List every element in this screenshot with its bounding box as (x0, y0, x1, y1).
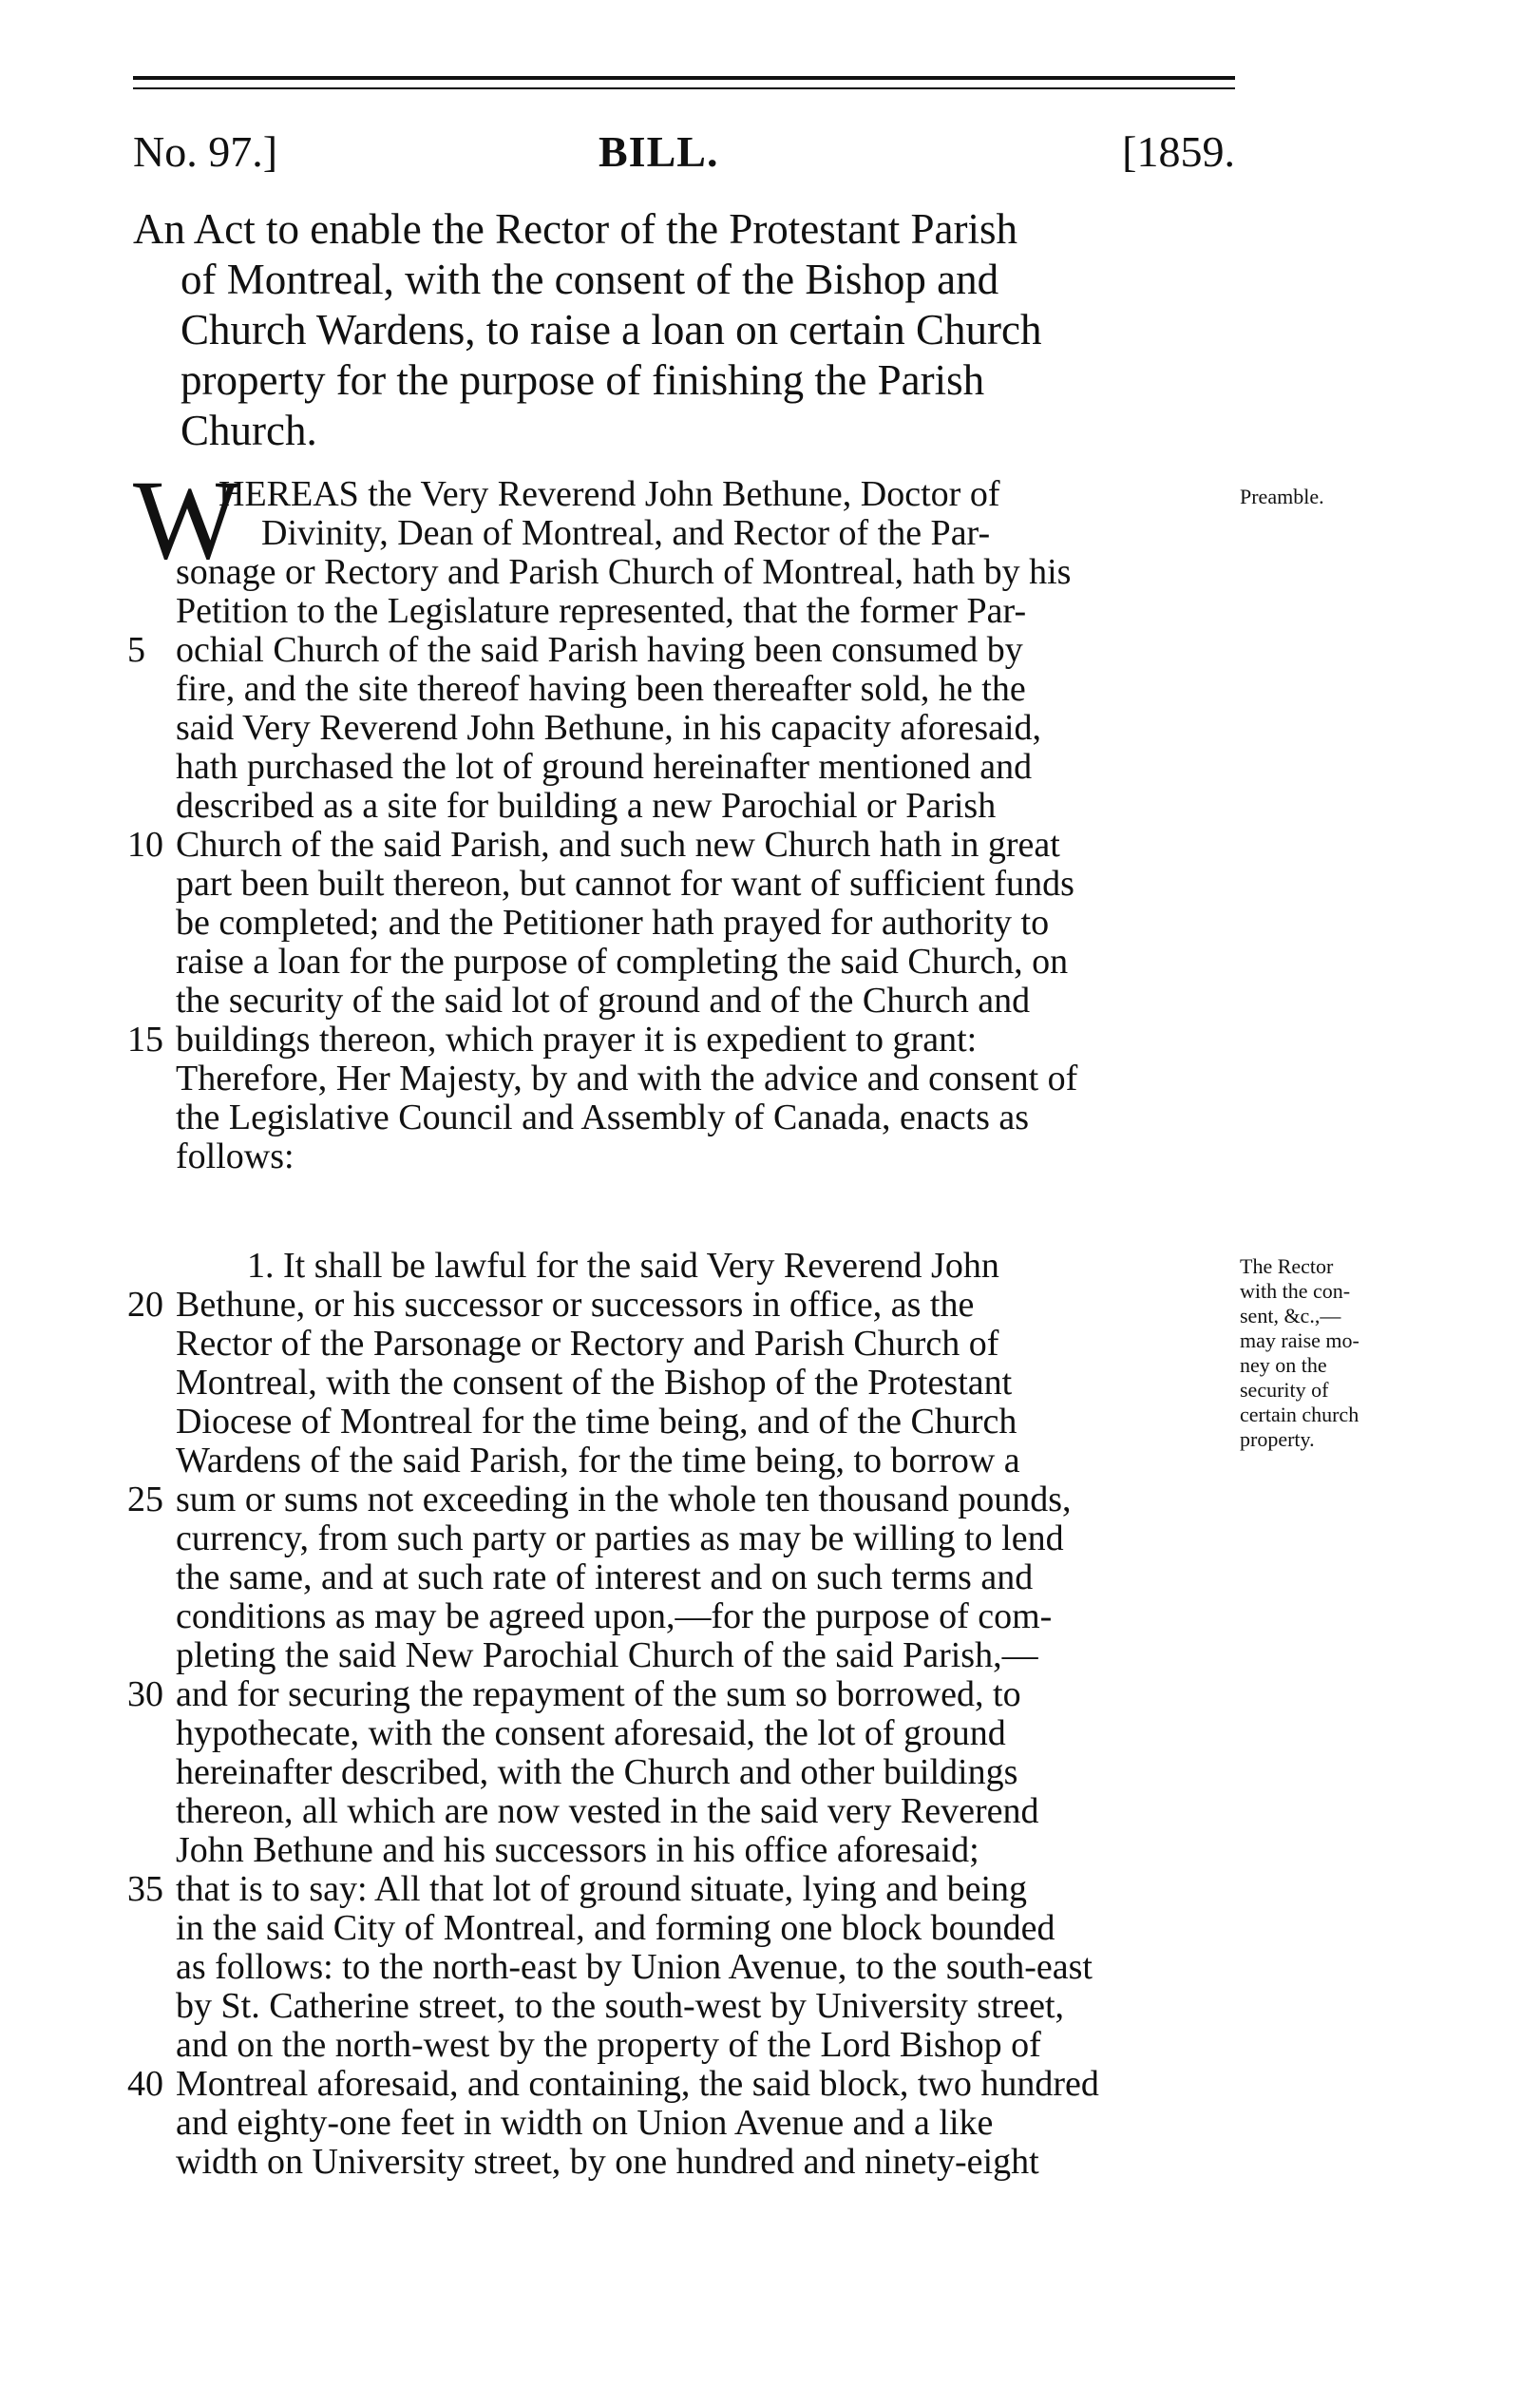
margin-note-preamble: Preamble. (1240, 485, 1324, 508)
section-line: Wardens of the said Parish, for the time being, to borrow a (176, 1441, 1020, 1480)
section-line: Montreal aforesaid, and containing, the said block, two hundred (176, 2064, 1099, 2104)
preamble-line: follows: (176, 1136, 295, 1176)
section-line: hypothecate, with the consent aforesaid, the lot of ground (176, 1713, 1006, 1753)
margin-note-line: sent, &c.,— (1240, 1304, 1341, 1327)
preamble-line: hath purchased the lot of ground hereinafter mentioned and (176, 747, 1033, 787)
margin-note-section-1 (1240, 1254, 1411, 1452)
line-number: 10 (127, 825, 163, 865)
preamble-line: buildings thereon, which prayer it is expedient to grant: (176, 1020, 978, 1060)
act-title (133, 204, 1235, 456)
section-line: thereon, all which are now vested in the said very Reverend (176, 1791, 1039, 1831)
section-line: and eighty-one feet in width on Union Avenue and a like (176, 2103, 994, 2143)
section-line: in the said City of Montreal, and forming one block bounded (176, 1908, 1055, 1948)
margin-note-line: certain church (1240, 1403, 1359, 1426)
section-line: currency, from such party or parties as may be willing to lend (176, 1518, 1064, 1558)
preamble-line: the security of the said lot of ground and of the Church and (176, 981, 1031, 1021)
margin-note-line: security of (1240, 1378, 1329, 1402)
margin-note-line: property. (1240, 1427, 1315, 1451)
preamble-line: HEREAS the Very Reverend John Bethune, Doctor of (219, 474, 1000, 514)
preamble-line: Therefore, Her Majesty, by and with the advice and consent of (176, 1059, 1078, 1098)
section-line: and for securing the repayment of the sum so borrowed, to (176, 1674, 1021, 1714)
preamble-line: ochial Church of the said Parish having been consumed by (176, 630, 1023, 670)
preamble-line: said Very Reverend John Bethune, in his capacity aforesaid, (176, 708, 1042, 748)
margin-note-line: with the con- (1240, 1279, 1351, 1303)
section-line: hereinafter described, with the Church and other buildings (176, 1752, 1018, 1792)
section-line: Bethune, or his successor or successors in office, as the (176, 1285, 975, 1325)
section-line: pleting the said New Parochial Church of the said Parish,— (176, 1635, 1038, 1675)
drop-cap: W (133, 456, 241, 582)
title-line: of Montreal, with the consent of the Bishop and (181, 256, 999, 303)
section-line: that is to say: All that lot of ground situate, lying and being (176, 1869, 1028, 1909)
section-1 (127, 1246, 1235, 2182)
margin-note-line: ney on the (1240, 1353, 1327, 1377)
top-rule-thin (133, 87, 1235, 89)
section-line: width on University street, by one hundred and ninety-eight (176, 2142, 1039, 2182)
section-line: by St. Catherine street, to the south-west by University street, (176, 1986, 1065, 2026)
preamble-line: Church of the said Parish, and such new Church hath in great (176, 825, 1060, 865)
section-line: sum or sums not exceeding in the whole ten thousand pounds, (176, 1480, 1072, 1519)
preamble-line: the Legislative Council and Assembly of Canada, enacts as (176, 1098, 1030, 1137)
preamble-line: fire, and the site thereof having been thereafter sold, he the (176, 669, 1026, 709)
line-number: 20 (127, 1285, 163, 1325)
line-number: 25 (127, 1480, 163, 1519)
margin-note-line: The Rector (1240, 1254, 1334, 1278)
preamble-line: sonage or Rectory and Parish Church of Montreal, hath by his (176, 552, 1072, 592)
preamble-line: described as a site for building a new Parochial or Parish (176, 786, 997, 826)
bill-number: No. 97.] (133, 127, 278, 176)
section-line: the same, and at such rate of interest and on such terms and (176, 1557, 1034, 1597)
margin-note-line: may raise mo- (1240, 1328, 1359, 1352)
title-line: Church Wardens, to raise a loan on certain Church (181, 306, 1042, 353)
line-number: 15 (127, 1020, 163, 1060)
section-line: Diocese of Montreal for the time being, and of the Church (176, 1402, 1017, 1442)
preamble-line: Petition to the Legislature represented, that the former Par- (176, 591, 1027, 631)
section-line: John Bethune and his successors in his office aforesaid; (176, 1830, 979, 1870)
section-line: conditions as may be agreed upon,—for the purpose of com- (176, 1596, 1053, 1636)
top-rule (133, 76, 1235, 80)
line-number: 40 (127, 2064, 163, 2104)
line-number: 30 (127, 1674, 163, 1714)
section-line: Montreal, with the consent of the Bishop of the Protestant (176, 1363, 1013, 1403)
line-number: 35 (127, 1869, 163, 1909)
preamble-body (127, 552, 1235, 1176)
bill-year: [1859. (1122, 127, 1235, 176)
preamble-line: be completed; and the Petitioner hath prayed for authority to (176, 903, 1050, 943)
line-number: 5 (127, 630, 145, 670)
bill-label: BILL. (599, 127, 719, 176)
preamble-line: Divinity, Dean of Montreal, and Rector of the Par- (261, 513, 991, 553)
preamble-line: raise a loan for the purpose of completing the said Church, on (176, 942, 1069, 982)
title-line: An Act to enable the Rector of the Protestant Parish (133, 205, 1018, 253)
section-line: Rector of the Parsonage or Rectory and Parish Church of (176, 1324, 999, 1364)
section-line: and on the north-west by the property of the Lord Bishop of (176, 2025, 1041, 2065)
bill-header (133, 124, 1235, 181)
preamble-line: part been built thereon, but cannot for want of sufficient funds (176, 864, 1074, 904)
section-line: as follows: to the north-east by Union Avenue, to the south-east (176, 1947, 1093, 1987)
title-line: Church. (181, 407, 317, 454)
title-line: property for the purpose of finishing the Parish (181, 356, 985, 404)
section-1-first-line: 1. It shall be lawful for the said Very Reverend John (247, 1246, 999, 1286)
